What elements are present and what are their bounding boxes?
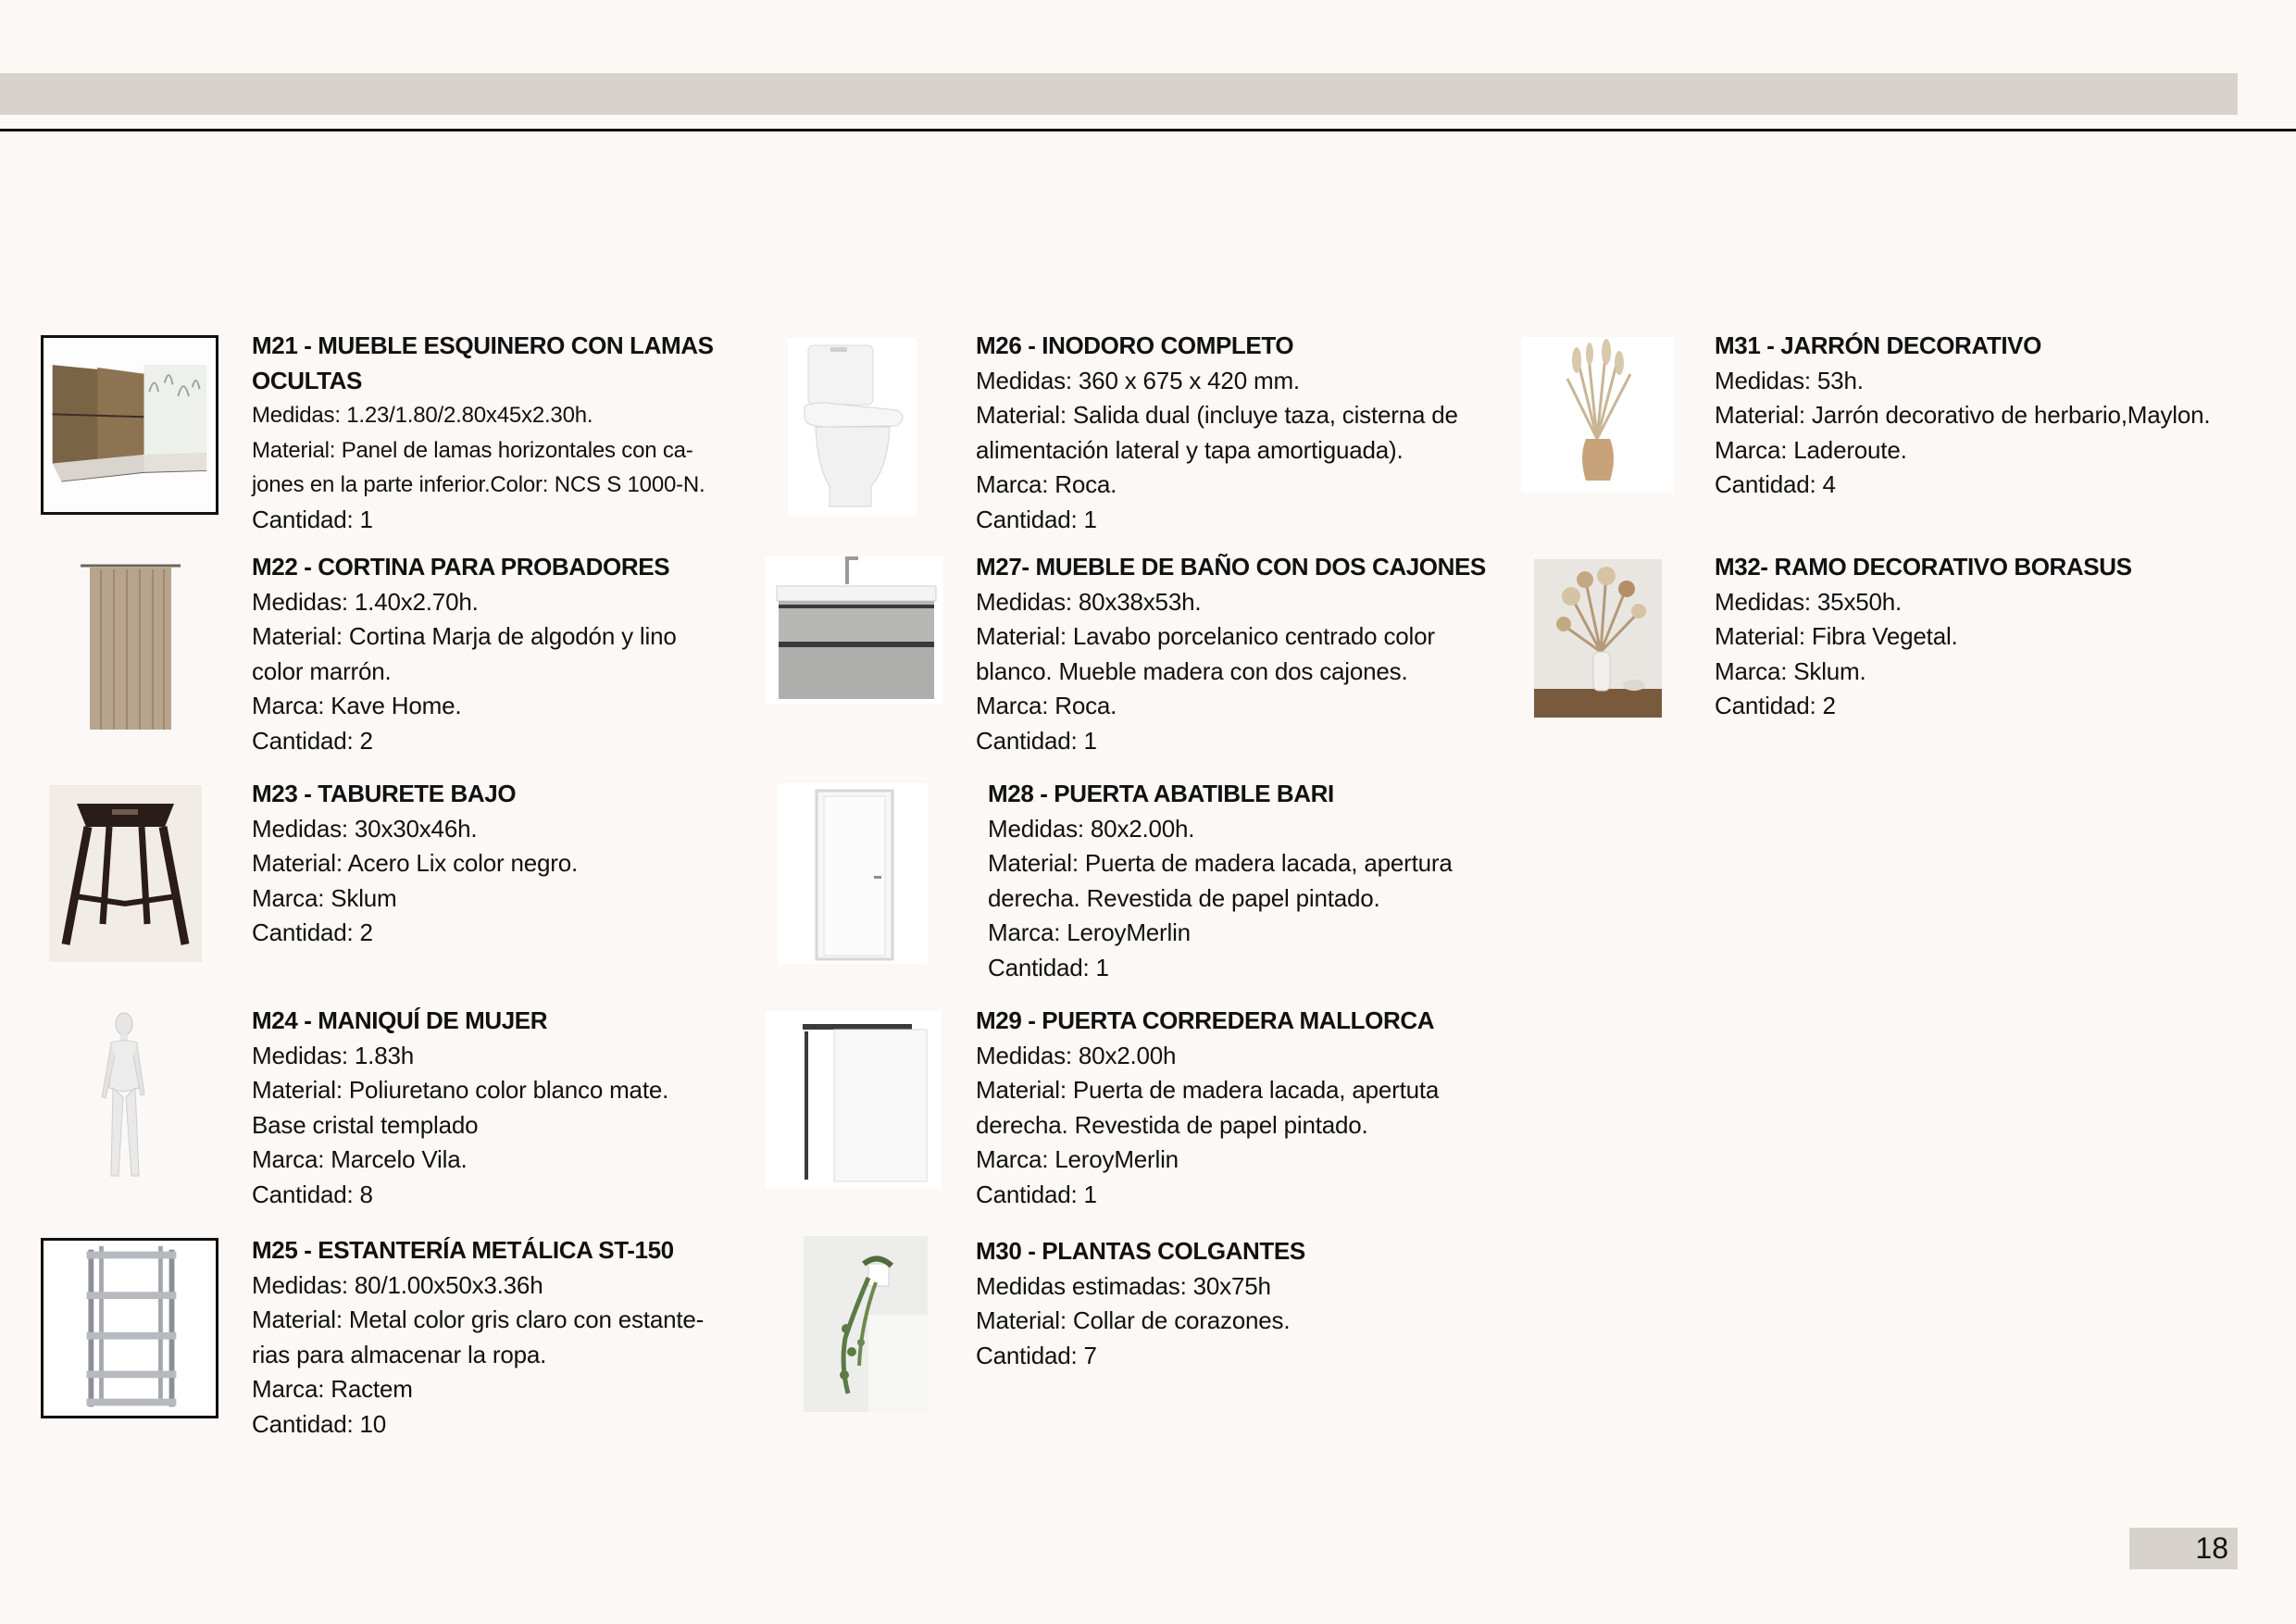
item-title: M26 - INODORO COMPLETO: [976, 331, 1294, 359]
item-m30: [976, 1234, 1494, 1373]
item-measures: Medidas: 80x2.00h.: [988, 814, 1195, 843]
item-measures: Medidas estimadas: 30x75h: [976, 1271, 1271, 1300]
item-title: M30 - PLANTAS COLGANTES: [976, 1237, 1305, 1265]
item-measures: Medidas: 1.83h: [252, 1041, 414, 1069]
item-title: M31 - JARRÓN DECORATIVO: [1715, 331, 2041, 359]
item-m24: [252, 1004, 770, 1212]
item-material: Material: Puerta de madera lacada, apertura: [988, 849, 1453, 877]
item-quantity: Cantidad: 10: [252, 1409, 387, 1438]
item-quantity: Cantidad: 7: [976, 1341, 1097, 1369]
item-brand: Marca: Kave Home.: [252, 692, 462, 719]
item-m29: [976, 1004, 1494, 1212]
item-quantity: Cantidad: 2: [1715, 692, 1836, 719]
corner-cabinet-slats-icon: [41, 335, 218, 515]
item-material-cont: alimentación lateral y tapa amortiguada).: [976, 435, 1404, 464]
item-m32: [1715, 550, 2289, 724]
item-title: M32- RAMO DECORATIVO BORASUS: [1715, 553, 2132, 581]
item-brand: Marca: Roca.: [976, 692, 1117, 719]
item-brand: Marca: Marcelo Vila.: [252, 1145, 468, 1173]
dried-bouquet-icon: [1534, 559, 1662, 718]
item-material: Material: Poliuretano color blanco mate.: [252, 1076, 669, 1104]
item-brand: Marca: Sklum: [252, 883, 397, 912]
item-m23: [252, 777, 770, 951]
item-brand: Marca: LeroyMerlin: [976, 1145, 1179, 1173]
item-title: M21 - MUEBLE ESQUINERO CON LAMAS OCULTAS: [252, 331, 714, 394]
item-title: M27- MUEBLE DE BAÑO CON DOS CAJONES: [976, 553, 1486, 581]
hanging-plant-icon: [804, 1236, 928, 1412]
item-measures: Medidas: 53h.: [1715, 366, 1864, 394]
item-measures: Medidas: 35x50h.: [1715, 587, 1903, 616]
item-title: M28 - PUERTA ABATIBLE BARI: [988, 780, 1334, 807]
item-material-cont: Base cristal templado: [252, 1110, 479, 1139]
item-quantity: Cantidad: 8: [252, 1180, 373, 1208]
metal-shelving-icon: [41, 1238, 218, 1418]
item-quantity: Cantidad: 1: [252, 505, 373, 533]
item-material: Material: Puerta de madera lacada, apertuta: [976, 1076, 1440, 1104]
item-material: Material: Fibra Vegetal.: [1715, 622, 1958, 650]
item-quantity: Cantidad: 1: [988, 953, 1109, 981]
item-brand: Marca: Laderoute.: [1715, 435, 1907, 464]
item-measures: Medidas: 80x38x53h.: [976, 587, 1202, 616]
item-m21: [252, 329, 752, 537]
item-quantity: Cantidad: 1: [976, 1180, 1097, 1208]
item-measures: Medidas: 80x2.00h: [976, 1041, 1177, 1069]
item-quantity: Cantidad: 2: [252, 918, 373, 946]
item-material: Material: Collar de corazones.: [976, 1306, 1291, 1334]
item-title: M24 - MANIQUÍ DE MUJER: [252, 1006, 548, 1034]
item-material: Material: Salida dual (incluye taza, cisterna de: [976, 401, 1458, 429]
item-material: Material: Acero Lix color negro.: [252, 849, 578, 877]
item-brand: Marca: LeroyMerlin: [988, 918, 1191, 946]
item-quantity: Cantidad: 1: [976, 505, 1097, 533]
item-title: M25 - ESTANTERÍA METÁLICA ST-150: [252, 1236, 674, 1264]
item-m22: [252, 550, 770, 758]
page-number: 18: [2195, 1531, 2228, 1565]
item-measures: Medidas: 30x30x46h.: [252, 814, 478, 843]
header-band: [0, 73, 2238, 115]
header-rule: [0, 129, 2296, 131]
item-quantity: Cantidad: 4: [1715, 470, 1836, 498]
item-quantity: Cantidad: 1: [976, 726, 1097, 755]
item-m28: [988, 777, 1506, 985]
item-material: Material: Metal color gris claro con estante-: [252, 1305, 705, 1333]
item-title: M29 - PUERTA CORREDERA MALLORCA: [976, 1006, 1435, 1034]
item-brand: Marca: Roca.: [976, 470, 1117, 498]
item-measures: Medidas: 80/1.00x50x3.36h: [252, 1270, 543, 1299]
item-title: M22 - CORTINA PARA PROBADORES: [252, 553, 670, 581]
sliding-door-icon: [766, 1011, 942, 1189]
bathroom-vanity-icon: [766, 556, 943, 705]
item-measures: Medidas: 360 x 675 x 420 mm.: [976, 366, 1300, 394]
decorative-vase-icon: [1521, 337, 1674, 493]
item-material-cont: derecha. Revestida de papel pintado.: [976, 1110, 1368, 1139]
page-number-box: [2129, 1528, 2238, 1569]
item-m31: [1715, 329, 2289, 503]
item-material: Material: Jarrón decorativo de herbario,Maylon.: [1715, 401, 2211, 429]
mannequin-icon: [85, 1009, 164, 1187]
item-m26: [976, 329, 1494, 537]
hinged-door-icon: [778, 783, 928, 964]
item-material-cont: color marrón.: [252, 656, 392, 685]
item-material: Material: Cortina Marja de algodón y lino: [252, 622, 677, 650]
item-material-cont: derecha. Revestida de papel pintado.: [988, 883, 1380, 912]
item-m25: [252, 1233, 770, 1442]
item-material-cont: jones en la parte inferior.Color: NCS S 1000-N.: [252, 472, 705, 497]
item-quantity: Cantidad: 2: [252, 726, 373, 755]
item-material-cont: blanco. Mueble madera con dos cajones.: [976, 656, 1408, 685]
toilet-icon: [788, 338, 917, 516]
item-measures: Medidas: 1.23/1.80/2.80x45x2.30h.: [252, 403, 593, 428]
item-title: M23 - TABURETE BAJO: [252, 780, 517, 807]
item-brand: Marca: Sklum.: [1715, 656, 1866, 685]
item-m27: [976, 550, 1494, 758]
item-material: Material: Lavabo porcelanico centrado color: [976, 622, 1435, 650]
item-measures: Medidas: 1.40x2.70h.: [252, 587, 479, 616]
curtain-icon: [81, 558, 181, 734]
stool-icon: [49, 785, 202, 962]
item-material: Material: Panel de lamas horizontales con ca-: [252, 437, 693, 463]
item-material-cont: rias para almacenar la ropa.: [252, 1340, 547, 1368]
item-brand: Marca: Ractem: [252, 1375, 413, 1403]
